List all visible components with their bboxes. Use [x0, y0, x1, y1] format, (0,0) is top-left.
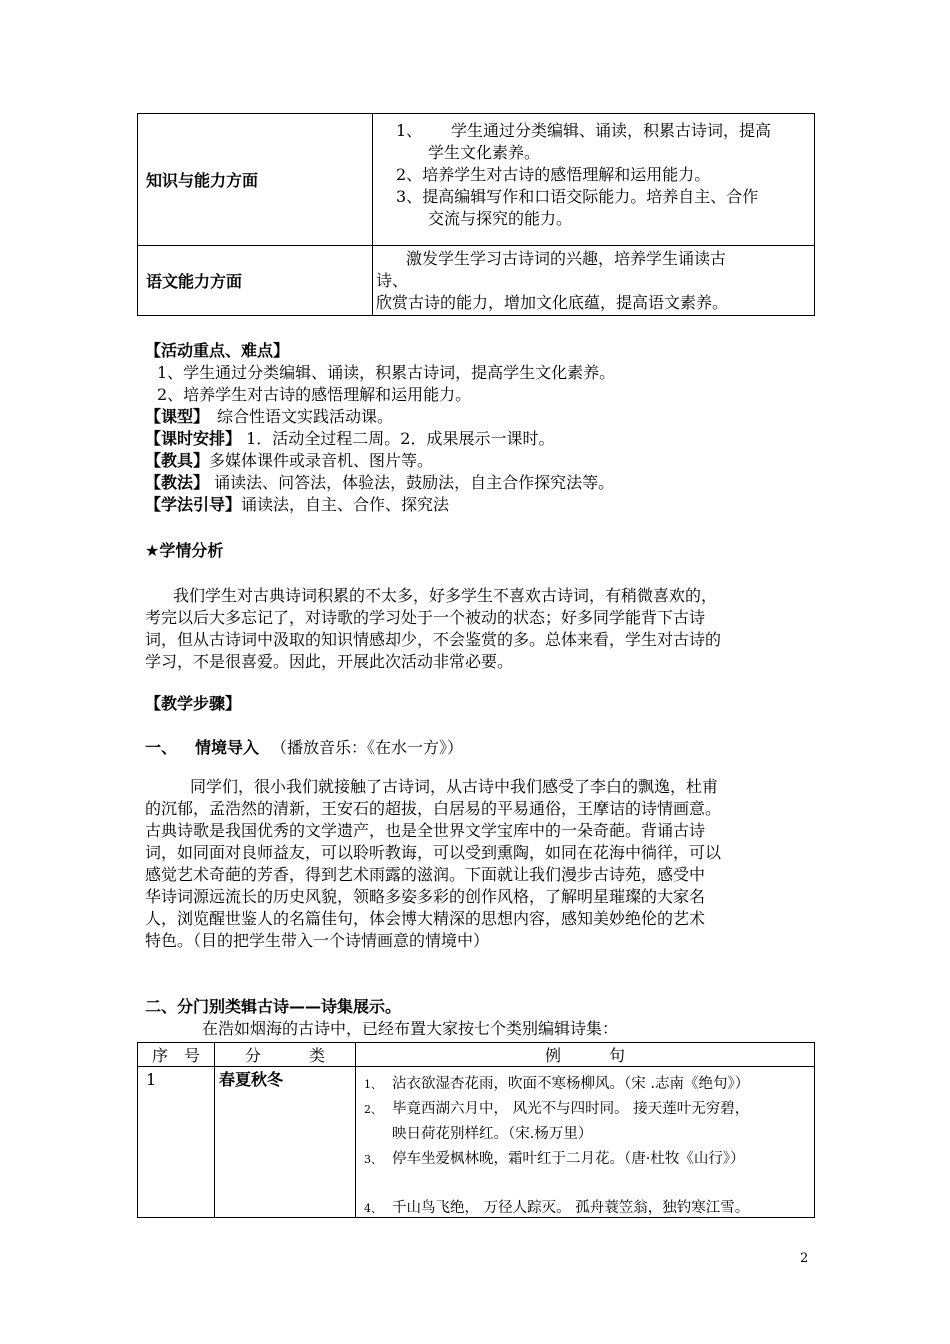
- analysis-line-3: 词，但从古诗词中汲取的知识情感却少，不会鉴赏的多。总体来看，学生对古诗的: [145, 630, 722, 649]
- goal-item-1-line2: 学生文化素养。: [428, 143, 541, 162]
- poem-table-header-category: 分 类: [215, 1043, 356, 1067]
- poem-table: [137, 1042, 815, 1218]
- analysis-heading: ★学情分析: [145, 541, 224, 560]
- step1-line-3: 古典诗歌是我国优秀的文学遗产，也是全世界文学宝库中的一朵奇葩。背诵古诗: [145, 821, 706, 840]
- goal-row2-line2: 诗、: [376, 271, 409, 290]
- key-point-2: 2、培养学生对古诗的感悟理解和运用能力。: [157, 385, 472, 404]
- step1-line-4: 词，如同面对良师益友，可以聆听教诲，可以受到熏陶，如同在花海中徜徉，可以: [145, 843, 722, 862]
- goal-item-3-line2: 交流与探究的能力。: [428, 209, 573, 228]
- poem-table-header-num: 序 号: [138, 1043, 215, 1067]
- goals-table: [137, 113, 815, 316]
- lesson-methods: 【教法】 诵读法、问答法，体验法，鼓励法，自主合作探究法等。: [145, 473, 615, 492]
- poem-line-1: 1、 沾衣欲湿杏花雨，吹面不寒杨柳风。（宋 .志南《绝句》）: [364, 1076, 750, 1092]
- step1-line-1: 同学们，很小我们就接触了古诗词，从古诗中我们感受了李白的飘逸，杜甫: [190, 777, 719, 796]
- step1-heading: 一、 情境导入 （播放音乐：《在水一方》）: [145, 738, 464, 757]
- poem-line-2b: 映日荷花别样红。（宋.杨万里）: [392, 1126, 593, 1142]
- analysis-line-2: 考完以后大多忘记了，对诗歌的学习处于一个被动的状态；好多同学能背下古诗: [145, 608, 706, 627]
- lesson-type: 【课型】 综合性语文实践活动课。: [145, 407, 394, 426]
- lesson-schedule: 【课时安排】 1．活动全过程二周。2．成果展示一课时。: [145, 429, 555, 448]
- poem-line-2: 2、 毕竟西湖六月中， 风光不与四时同。 接天莲叶无穷碧，: [364, 1101, 750, 1117]
- poem-row1-examples: [356, 1067, 815, 1218]
- poem-row1-category: 春夏秋冬: [215, 1067, 356, 1218]
- poem-table-header-example: 例 句: [356, 1043, 815, 1067]
- goal-item-1-line1: 学生通过分类编辑、诵读，积累古诗词，提高: [451, 121, 772, 140]
- step1-line-7: 人，浏览醒世鉴人的名篇佳句，体会博大精深的思想内容，感知美妙绝伦的艺术: [145, 909, 706, 928]
- goal-item-3: 3、提高编辑写作和口语交际能力。培养自主、合作: [396, 187, 759, 206]
- poem-line-3: 3、 停车坐爱枫林晚，霜叶红于二月花。（唐·杜牧《山行》）: [364, 1151, 745, 1167]
- goals-row1-label: 知识与能力方面: [138, 114, 373, 246]
- goals-row2-content: [373, 246, 815, 316]
- lesson-study-guide: 【学法引导】诵读法，自主、合作、探究法: [145, 495, 450, 514]
- step2-heading: 二、分门别类辑古诗——诗集展示。: [145, 997, 402, 1016]
- key-point-1: 1、学生通过分类编辑、诵读，积累古诗词，提高学生文化素养。: [157, 363, 616, 382]
- goal-item-2: 2、培养学生对古诗的感悟理解和运用能力。: [396, 165, 711, 184]
- analysis-line-1: 我们学生对古典诗词积累的不太多，好多学生不喜欢古诗词，有稍微喜欢的，: [173, 586, 718, 605]
- step1-line-2: 的沉郁，孟浩然的清新，王安石的超拔，白居易的平易通俗，王摩诘的诗情画意。: [145, 799, 722, 818]
- key-points-heading: 【活动重点、难点】: [145, 341, 290, 360]
- poem-row1-num: 1: [138, 1067, 215, 1218]
- goal-row2-line1: 激发学生学习古诗词的兴趣，培养学生诵读古: [406, 249, 727, 268]
- step1-line-8: 特色。（目的把学生带入一个诗情画意的情境中）: [145, 931, 490, 950]
- step1-line-5: 感觉艺术奇葩的芳香，得到艺术雨露的滋润。下面就让我们漫步古诗苑，感受中: [145, 865, 706, 884]
- poem-line-4: 4、 千山鸟飞绝， 万径人踪灭。 孤舟蓑笠翁，独钓寒江雪。: [364, 1200, 750, 1216]
- steps-heading: 【教学步骤】: [145, 694, 242, 713]
- page-number: 2: [800, 1251, 809, 1266]
- goals-row1-content: [373, 114, 815, 246]
- goals-row2-label: 语文能力方面: [138, 246, 373, 316]
- analysis-line-4: 学习，不是很喜爱。因此，开展此次活动非常必要。: [145, 652, 514, 671]
- lesson-tools: 【教具】多媒体课件或录音机、图片等。: [145, 451, 434, 470]
- goal-item-1-num: 1、: [396, 121, 423, 140]
- step2-intro: 在浩如烟海的古诗中，已经布置大家按七个类别编辑诗集：: [202, 1019, 619, 1038]
- step1-line-6: 华诗词源远流长的历史风貌，领略多姿多彩的创作风格，了解明星璀璨的大家名: [145, 887, 706, 906]
- goal-row2-line3: 欣赏古诗的能力，增加文化底蕴，提高语文素养。: [376, 293, 729, 312]
